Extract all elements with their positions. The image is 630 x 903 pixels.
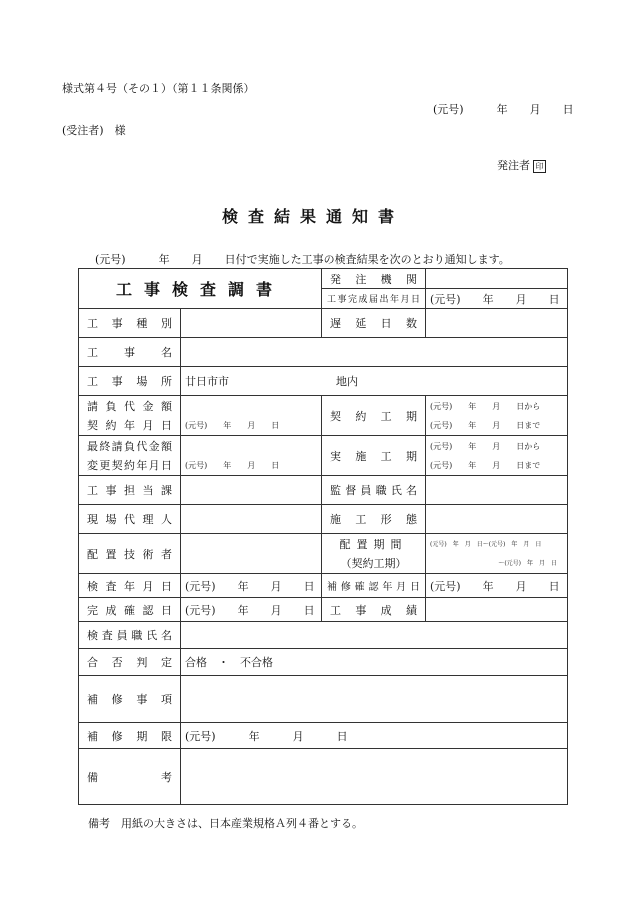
value-work-location (181, 367, 568, 396)
table-row (79, 396, 568, 436)
table-row (79, 574, 568, 598)
survey-title: 工事検査調書 (79, 269, 322, 309)
value-repair-items (181, 676, 568, 723)
seal-icon: 印 (533, 160, 546, 173)
label-construction-form: 施工形態 (322, 505, 426, 534)
table-row (79, 367, 568, 396)
inspection-survey-table (78, 268, 568, 805)
table-row (79, 622, 568, 649)
value-work-score (426, 598, 568, 622)
value-construction-form (426, 505, 568, 534)
value-work-name (181, 338, 568, 367)
label-final-amount-date (79, 436, 181, 476)
issuer (497, 157, 546, 173)
value-repair-confirm-date: (元号) 年 月 日 (426, 574, 568, 598)
value-implementation-period (426, 436, 568, 476)
label-work-name: 工事名 (79, 338, 181, 367)
label-repair-items: 補修事項 (79, 676, 181, 723)
label-contract-date: 契約年月日 (87, 418, 172, 432)
implementation-period-from: (元号) 年 月 日から (430, 441, 541, 451)
label-contract-amount: 請負代金額 (87, 399, 172, 413)
value-work-type (181, 309, 322, 338)
date-line: (元号) 年 月 日 (433, 103, 574, 116)
label-placement-period-cell (322, 534, 426, 574)
label-placement-period: 配置期間 (339, 537, 408, 551)
page-title: 検査結果通知書 (222, 207, 405, 226)
value-change-contract-date: (元号) 年 月 日 (181, 436, 322, 476)
label-inspector-name: 検査員職氏名 (79, 622, 181, 649)
label-work-location: 工事場所 (79, 367, 181, 396)
location-suffix: 地内 (336, 375, 358, 388)
label-contract-period: 契約工期 (322, 396, 426, 436)
issuer-label: 発注者 (497, 159, 530, 172)
table-row (79, 649, 568, 676)
value-inspector-name (181, 622, 568, 649)
value-supervisor-name (426, 476, 568, 505)
label-completion-report-date: 工事完成届出年月日 (322, 289, 426, 309)
label-inspection-date: 検査年月日 (79, 574, 181, 598)
table-row (79, 309, 568, 338)
label-implementation-period: 実施工期 (322, 436, 426, 476)
label-placement-engineer: 配置技術者 (79, 534, 181, 574)
table-row (79, 436, 568, 476)
value-pass-fail: 合格 ・ 不合格 (181, 649, 568, 676)
value-completion-confirm-date: (元号) 年 月 日 (181, 598, 322, 622)
location-city: 廿日市市 (185, 375, 229, 388)
table-row (79, 534, 568, 574)
contract-period-to: (元号) 年 月 日まで (430, 420, 541, 430)
label-delay-days: 遅延日数 (322, 309, 426, 338)
label-supervisor-name: 監督員職氏名 (322, 476, 426, 505)
form-number: 様式第４号（その１）（第１１条関係） (62, 82, 255, 95)
placement-period-from: (元号) 年 月 日～(元号) 年 月 日 (430, 540, 542, 548)
label-repair-deadline: 補修期限 (79, 723, 181, 749)
table-row (79, 723, 568, 749)
label-ordering-agency: 発注機関 (322, 269, 426, 289)
value-placement-engineer (181, 534, 322, 574)
value-remarks (181, 749, 568, 805)
table-row (79, 676, 568, 723)
label-completion-confirm-date: 完成確認日 (79, 598, 181, 622)
table-row (79, 505, 568, 534)
value-work-dept (181, 476, 322, 505)
table-row (79, 476, 568, 505)
value-contract-period (426, 396, 568, 436)
label-placement-period-note: （契約工期） (340, 556, 407, 570)
value-placement-period (426, 534, 568, 574)
label-contract-amount-date (79, 396, 181, 436)
label-work-score: 工事成績 (322, 598, 426, 622)
value-inspection-date: (元号) 年 月 日 (181, 574, 322, 598)
value-delay-days (426, 309, 568, 338)
table-row (79, 269, 568, 289)
table-row (79, 338, 568, 367)
footer-note: 備考 用紙の大きさは、日本産業規格Ａ列４番とする。 (88, 817, 363, 830)
placement-period-to: ～(元号) 年 月 日 (498, 559, 558, 567)
label-remarks: 備考 (79, 749, 181, 805)
value-ordering-agency (426, 269, 568, 289)
value-contract-date: (元号) 年 月 日 (181, 396, 322, 436)
table-row (79, 749, 568, 805)
recipient: (受注者) 様 (62, 124, 126, 137)
label-pass-fail: 合否判定 (79, 649, 181, 676)
label-change-contract-date: 変更契約年月日 (87, 458, 172, 472)
table-row (79, 598, 568, 622)
contract-period-from: (元号) 年 月 日から (430, 401, 541, 411)
label-work-dept: 工事担当課 (79, 476, 181, 505)
label-site-agent: 現場代理人 (79, 505, 181, 534)
value-repair-deadline: (元号) 年 月 日 (181, 723, 568, 749)
intro-text: (元号) 年 月 日付で実施した工事の検査結果を次のとおり通知します。 (95, 253, 510, 266)
label-final-amount: 最終請負代金額 (87, 439, 172, 453)
value-site-agent (181, 505, 322, 534)
value-completion-report-date: (元号) 年 月 日 (426, 289, 568, 309)
implementation-period-to: (元号) 年 月 日まで (430, 460, 541, 470)
label-work-type: 工事種別 (79, 309, 181, 338)
label-repair-confirm-date: 補修確認年月日 (322, 574, 426, 598)
